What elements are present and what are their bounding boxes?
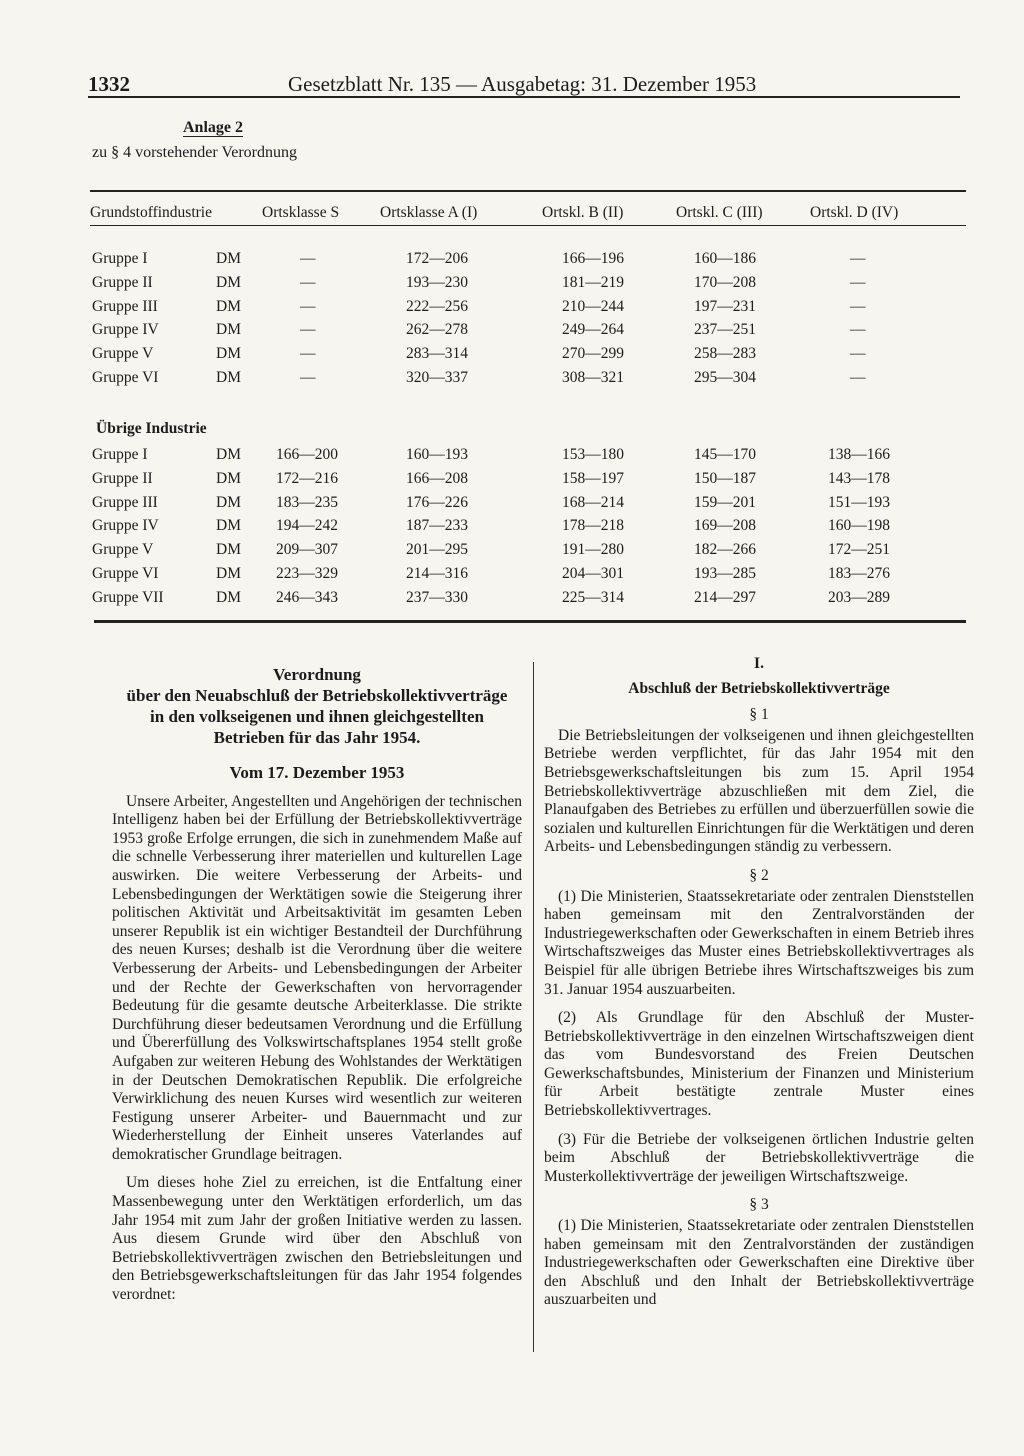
title-line: Verordnung	[273, 665, 361, 684]
unit-cell: DM	[216, 369, 241, 386]
class-b-cell: 158—197	[562, 469, 624, 487]
title-line: in den volkseigenen und ihnen gleichgestellten	[150, 707, 484, 726]
class-b-cell: 181—219	[562, 273, 624, 291]
class-c-cell: 258—283	[694, 345, 756, 363]
table-rule-bottom	[94, 620, 966, 623]
part-heading: Abschluß der Betriebskollektivverträge	[628, 679, 890, 697]
group-cell: Gruppe I	[92, 446, 148, 463]
class-a-cell: 172—206	[406, 250, 468, 267]
class-b-cell: 153—180	[562, 446, 624, 463]
title-line: über den Neuabschluß der Betriebskollektivverträge	[126, 686, 508, 705]
class-a-cell: 214—316	[406, 565, 468, 582]
class-b-cell: 191—280	[562, 541, 624, 559]
col-header-s: Ortsklasse S	[262, 204, 340, 221]
unit-cell: DM	[216, 541, 241, 559]
table-rule-head	[90, 225, 966, 226]
class-d-cell: 172—251	[828, 541, 890, 559]
section-2-para-3: (3) Für die Betriebe der volkseigenen örtlichen Industrie gelten beim Abschluß der Betriebskollektivverträge die Musterkollektivverträge der jeweiligen Wirtschaftszweige.	[544, 1130, 974, 1185]
col-header-d: Ortskl. D (IV)	[810, 204, 899, 221]
title-line: Betrieben für das Jahr 1954.	[213, 728, 421, 747]
col-header-c: Ortskl. C (III)	[676, 204, 763, 221]
class-c-cell: 182—266	[694, 541, 756, 559]
class-d-cell: —	[850, 345, 866, 363]
group-cell: Gruppe III	[92, 297, 158, 315]
unit-cell: DM	[216, 345, 241, 363]
group-cell: Gruppe I	[92, 250, 148, 267]
col-header-a: Ortsklasse A (I)	[380, 204, 478, 221]
group-cell: Gruppe VII	[92, 588, 164, 606]
class-a-cell: 222—256	[406, 297, 468, 315]
class-s-cell: 166—200	[276, 446, 338, 463]
col-header-industry: Grundstoffindustrie	[90, 204, 212, 221]
class-s-cell: 209—307	[276, 541, 338, 559]
unit-cell: DM	[216, 250, 241, 267]
class-b-cell: 178—218	[562, 517, 624, 535]
class-d-cell: —	[850, 250, 866, 267]
class-s-cell: 183—235	[276, 493, 338, 511]
class-a-cell: 160—193	[406, 446, 468, 463]
group-cell: Gruppe II	[92, 469, 153, 487]
unit-cell: DM	[216, 297, 241, 315]
class-d-cell: 183—276	[828, 565, 890, 582]
class-a-cell: 201—295	[406, 541, 468, 559]
class-b-cell: 308—321	[562, 369, 624, 386]
class-c-cell: 170—208	[694, 273, 756, 291]
class-c-cell: 214—297	[694, 588, 756, 606]
section-sign-1: § 1	[749, 706, 769, 724]
class-s-cell: —	[300, 273, 316, 291]
class-d-cell: —	[850, 297, 866, 315]
section-sign-3: § 3	[749, 1196, 769, 1214]
articles-column	[544, 655, 974, 1320]
group-cell: Gruppe V	[92, 541, 154, 559]
section-2-para-1: (1) Die Ministerien, Staatssekretariate oder zentralen Dienststellen haben gemeinsam mit den Zentralvorständen der Industriegewerkschaften oder Gewerkschaften in einem Betrieb ihres Wirtschaftszweiges das Muster eines Betriebskollektivvertrages als Beispiel für alle übrigen Betriebe ihres Wirtschaftszweiges bis zum 31. Januar 1954 auszuarbeiten.	[544, 887, 974, 998]
class-c-cell: 197—231	[694, 297, 756, 315]
gazette-title: Gesetzblatt Nr. 135 — Ausgabetag: 31. Dezember 1953	[288, 72, 757, 96]
class-a-cell: 193—230	[406, 273, 468, 291]
section-2-para-2: (2) Als Grundlage für den Abschluß der Muster-Betriebskollektivverträge in den einzelnen Wirtschaftszweigen dient das vom Bundesvorstand des Freien Deutschen Gewerkschaftsbundes, Ministerium der Finanzen und Ministerium für Arbeit bestätigte zentrale Muster eines Betriebskollektivvertrages.	[544, 1009, 974, 1120]
col-header-b: Ortskl. B (II)	[542, 204, 624, 221]
class-b-cell: 168—214	[562, 493, 624, 511]
class-d-cell: —	[850, 369, 866, 386]
class-a-cell: 262—278	[406, 321, 468, 339]
class-c-cell: 169—208	[694, 517, 756, 535]
ordinance-title	[112, 664, 522, 748]
part-numeral: I.	[754, 655, 764, 672]
class-a-cell: 187—233	[406, 517, 468, 535]
class-b-cell: 270—299	[562, 345, 624, 363]
class-a-cell: 166—208	[406, 469, 468, 487]
class-d-cell: 203—289	[828, 588, 890, 606]
class-b-cell: 204—301	[562, 565, 624, 582]
class-a-cell: 237—330	[406, 588, 468, 606]
class-s-cell: —	[300, 369, 316, 386]
group-cell: Gruppe II	[92, 273, 153, 291]
unit-cell: DM	[216, 469, 241, 487]
table-rule-top	[90, 190, 966, 192]
class-s-cell: 194—242	[276, 517, 338, 535]
class-d-cell: 138—166	[828, 446, 890, 463]
class-b-cell: 249—264	[562, 321, 624, 339]
unit-cell: DM	[216, 588, 241, 606]
group-cell: Gruppe VI	[92, 369, 159, 386]
class-a-cell: 176—226	[406, 493, 468, 511]
annex-subtitle: zu § 4 vorstehender Verordnung	[92, 144, 297, 161]
class-c-cell: 159—201	[694, 493, 756, 511]
group-cell: Gruppe IV	[92, 517, 159, 535]
section-other-industry: Übrige Industrie	[96, 420, 207, 437]
ordinance-column	[112, 664, 522, 1315]
class-c-cell: 237—251	[694, 321, 756, 339]
group-cell: Gruppe IV	[92, 321, 159, 339]
class-s-cell: —	[300, 321, 316, 339]
unit-cell: DM	[216, 517, 241, 535]
class-s-cell: —	[300, 345, 316, 363]
class-d-cell: —	[850, 273, 866, 291]
class-b-cell: 210—244	[562, 297, 624, 315]
class-c-cell: 145—170	[694, 446, 756, 463]
class-a-cell: 283—314	[406, 345, 468, 363]
class-d-cell: 151—193	[828, 493, 890, 511]
class-a-cell: 320—337	[406, 369, 468, 386]
preamble-paragraph: Unsere Arbeiter, Angestellten und Angehörigen der technischen Intelligenz haben bei der Erfüllung der Betriebskollektivverträge 1953 große Erfolge errungen, die sich in zunehmendem Maße auf die schnelle Verbesserung ihrer materiellen und kulturellen Lage auswirken. Die weitere Verbesserung der Arbeits- und Lebensbedingungen der Werktätigen sowie die Steigerung ihrer politischen Aktivität und Arbeitsaktivität im gesamten Leben unserer Republik ist ein wichtiger Bestandteil der Durchführung des neuen Kurses; deshalb ist die Verordnung über die weitere Verbesserung der Arbeits- und Lebensbedingungen der Arbeiter und der Rechte der Gewerkschaften von hervorragender Bedeutung für die gesamte deutsche Arbeiterklasse. Die strikte Durchführung dieser bedeutsamen Verordnung und die Erfüllung und Übererfüllung des Volkswirtschaftsplanes 1954 stellt große Aufgaben zur weiteren Hebung des Wohlstandes der Werktätigen in der Deutschen Demokratischen Republik. Die erfolgreiche Verwirklichung des neuen Kurses wird wesentlich zur weiteren Festigung unserer Arbeiter- und Bauernmacht und zur Wiederherstellung der Einheit unseres Vaterlandes auf demokratischer Grundlage beitragen.	[112, 792, 522, 1163]
class-b-cell: 166—196	[562, 250, 624, 267]
class-b-cell: 225—314	[562, 588, 624, 606]
class-c-cell: 160—186	[694, 250, 756, 267]
class-d-cell: 160—198	[828, 517, 890, 535]
class-s-cell: —	[300, 297, 316, 315]
unit-cell: DM	[216, 321, 241, 339]
annex-title: Anlage 2	[183, 119, 243, 136]
preamble-paragraph: Um dieses hohe Ziel zu erreichen, ist die Entfaltung einer Massenbewegung unter den Werktätigen erforderlich, um das Jahr 1954 mit zum Jahr der großen Initiative werden zu lassen. Aus diesem Grunde wird über den Abschluß von Betriebskollektivverträgen zwischen den Betriebsleitungen und den Betriebsgewerkschaftsleitungen für das Jahr 1954 folgendes verordnet:	[112, 1174, 522, 1304]
class-s-cell: 223—329	[276, 565, 338, 582]
group-cell: Gruppe III	[92, 493, 158, 511]
section-1-text: Die Betriebsleitungen der volkseigenen und ihnen gleichgestellten Betriebe werden verpflichtet, für das Jahr 1954 mit den Betriebsgewerkschaftsleitungen bis zum 15. April 1954 Betriebskollektivverträge abzuschließen mit dem Ziel, die Planaufgaben des Betriebes zu erfüllen und überzuerfüllen sowie die sozialen und kulturellen Einrichtungen für die Werktätigen und deren Arbeits- und Lebensbedingungen ständig zu verbessern.	[544, 726, 974, 856]
class-c-cell: 193—285	[694, 565, 756, 582]
class-c-cell: 150—187	[694, 469, 756, 487]
page-header	[88, 68, 960, 98]
class-d-cell: —	[850, 321, 866, 339]
class-s-cell: 172—216	[276, 469, 338, 487]
section-sign-2: § 2	[749, 866, 769, 884]
class-s-cell: 246—343	[276, 588, 338, 606]
unit-cell: DM	[216, 565, 241, 582]
class-s-cell: —	[300, 250, 316, 267]
class-c-cell: 295—304	[694, 369, 756, 386]
section-3-para-1: (1) Die Ministerien, Staatssekretariate oder zentralen Dienststellen haben gemeinsam mit den Zentralvorständen der zuständigen Industriegewerkschaften oder Gewerkschaften eine Direktive über den Abschluß und den Inhalt der Betriebskollektivverträge auszuarbeiten und	[544, 1217, 974, 1309]
unit-cell: DM	[216, 273, 241, 291]
unit-cell: DM	[216, 446, 241, 463]
group-cell: Gruppe V	[92, 345, 154, 363]
page-number: 1332	[88, 72, 130, 96]
unit-cell: DM	[216, 493, 241, 511]
group-cell: Gruppe VI	[92, 565, 159, 582]
column-divider	[533, 662, 534, 1352]
ordinance-date: Vom 17. Dezember 1953	[229, 763, 405, 782]
class-d-cell: 143—178	[828, 469, 890, 487]
